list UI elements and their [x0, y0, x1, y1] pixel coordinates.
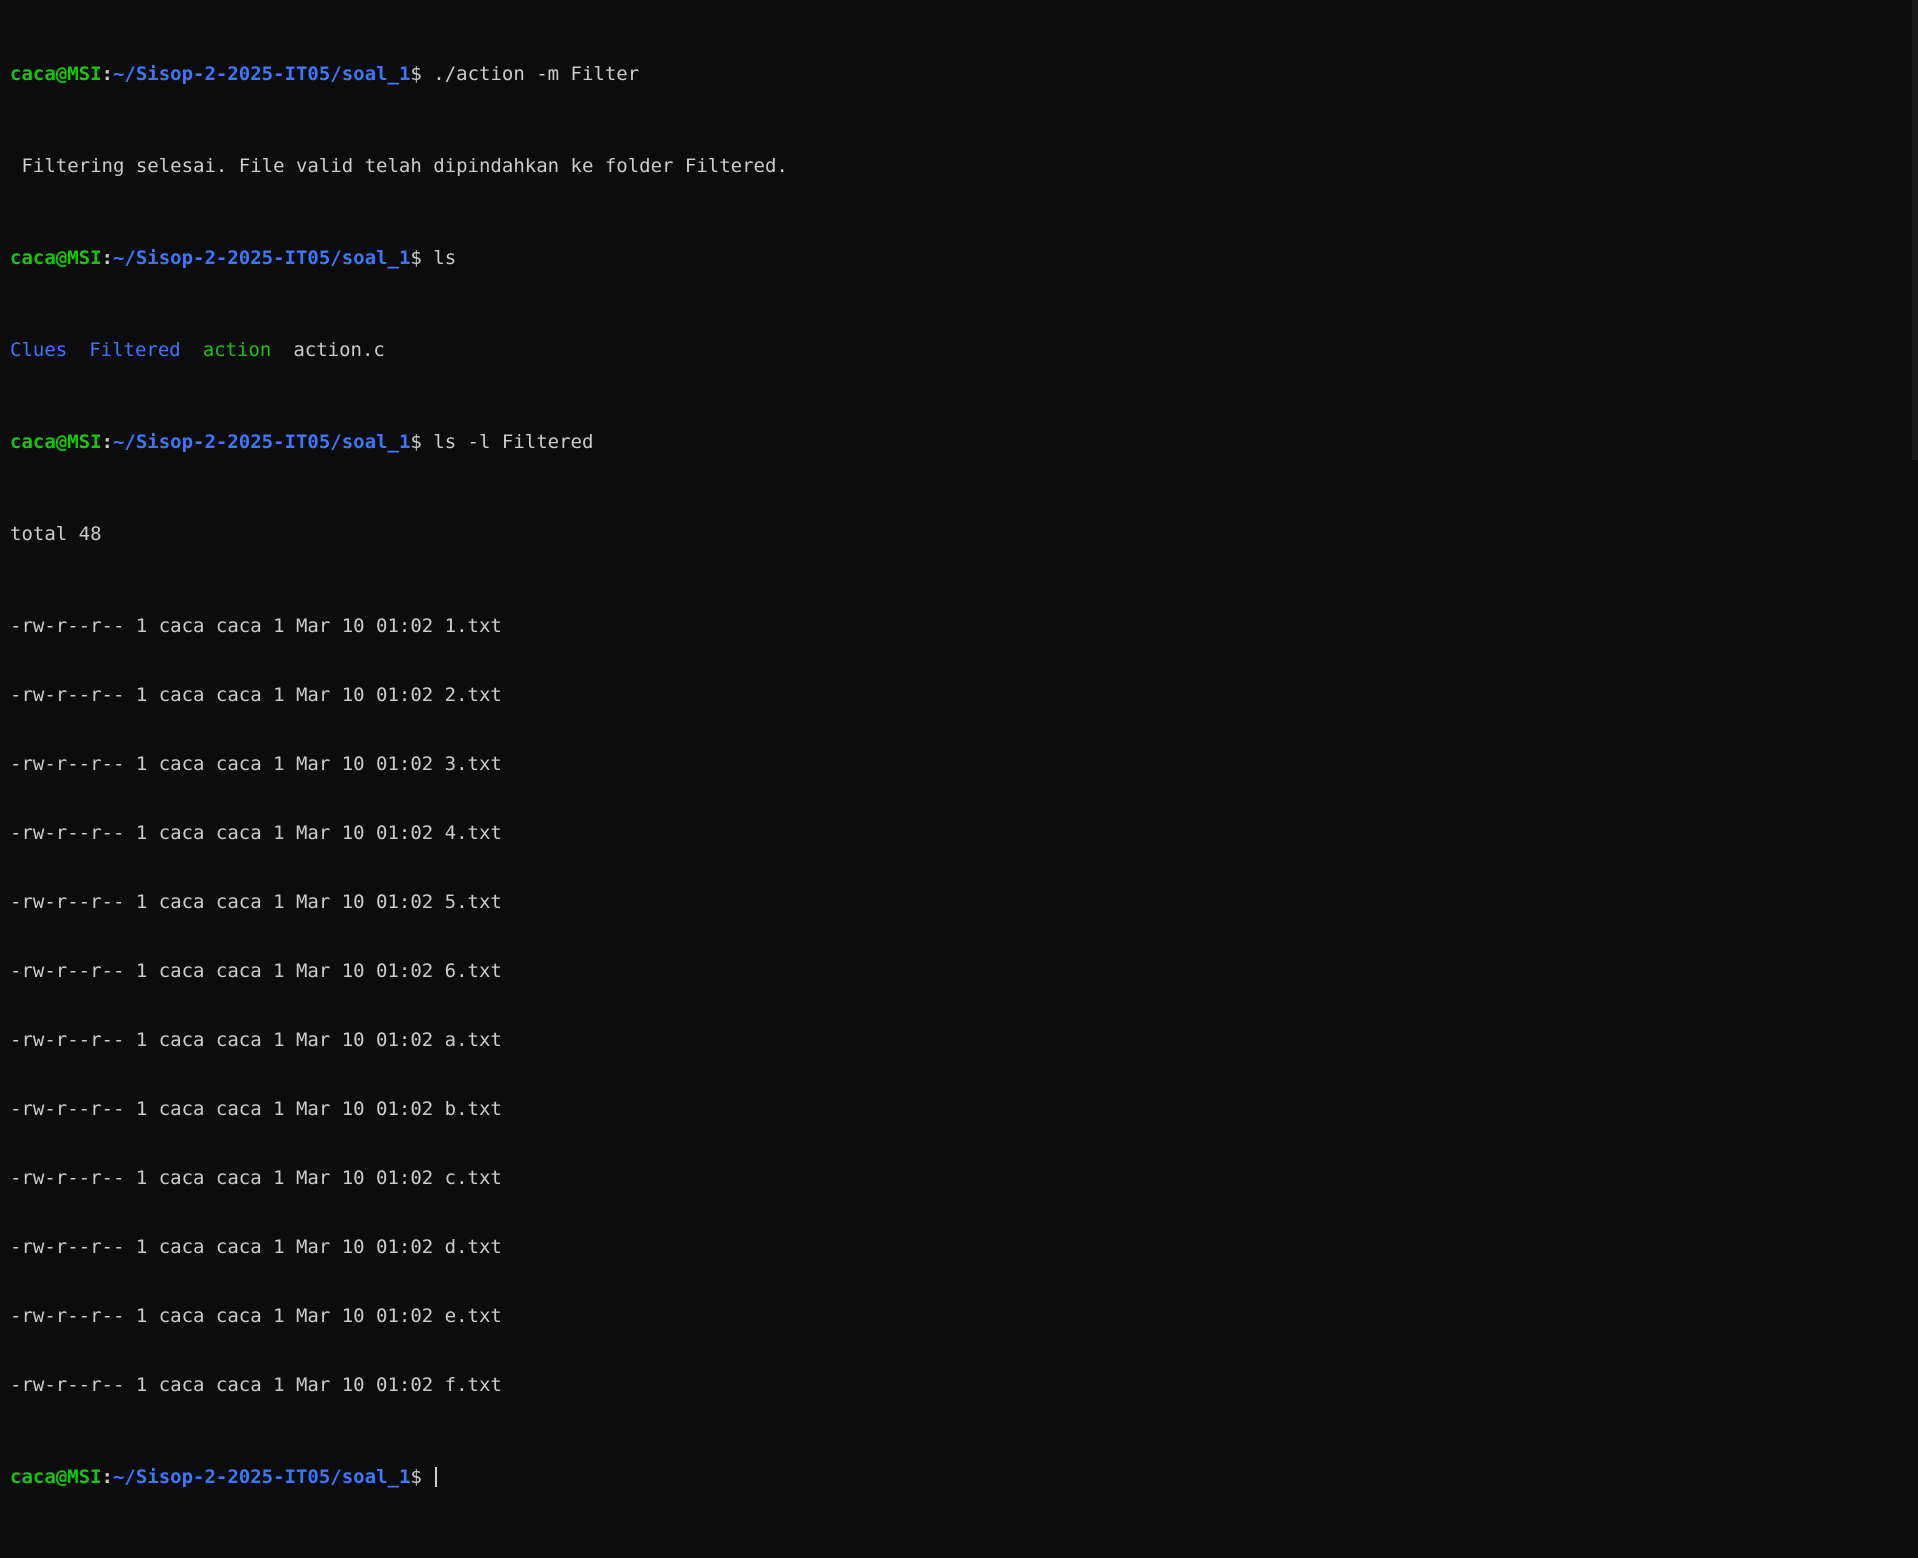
listing-row: -rw-r--r-- 1 caca caca 1 Mar 10 01:02 d.txt [10, 1236, 502, 1258]
prompt-separator: : [101, 247, 113, 269]
prompt-path: ~/Sisop-2-2025-IT05/soal_1 [112, 247, 411, 269]
prompt-line [10, 63, 1918, 86]
listing-row: -rw-r--r-- 1 caca caca 1 Mar 10 01:02 1.txt [10, 615, 502, 637]
listing-row: -rw-r--r-- 1 caca caca 1 Mar 10 01:02 e.txt [10, 1305, 502, 1327]
prompt-separator: : [101, 1466, 113, 1488]
prompt-user: caca@MSI [10, 63, 102, 85]
ls-entry-directory: Filtered [89, 339, 181, 361]
listing-row: -rw-r--r-- 1 caca caca 1 Mar 10 01:02 5.txt [10, 891, 502, 913]
listing-total: total 48 [10, 523, 102, 545]
prompt-line [10, 431, 1918, 454]
command-text: ./action -m Filter [433, 63, 640, 85]
prompt-symbol: $ [410, 1466, 434, 1488]
listing-row: -rw-r--r-- 1 caca caca 1 Mar 10 01:02 a.txt [10, 1029, 502, 1051]
prompt-user: caca@MSI [10, 431, 102, 453]
prompt-line [10, 247, 1918, 270]
prompt-symbol: $ [410, 431, 434, 453]
ls-entry-directory: Clues [10, 339, 68, 361]
prompt-user: caca@MSI [10, 1466, 102, 1488]
prompt-symbol: $ [410, 247, 434, 269]
ls-output-line [10, 339, 1918, 362]
scrollbar[interactable] [1912, 0, 1918, 460]
prompt-symbol: $ [410, 63, 434, 85]
ls-entry-file: action.c [293, 339, 385, 361]
listing-row: -rw-r--r-- 1 caca caca 1 Mar 10 01:02 2.txt [10, 684, 502, 706]
prompt-path: ~/Sisop-2-2025-IT05/soal_1 [112, 1466, 411, 1488]
listing-row: -rw-r--r-- 1 caca caca 1 Mar 10 01:02 f.txt [10, 1374, 502, 1396]
listing-row: -rw-r--r-- 1 caca caca 1 Mar 10 01:02 4.txt [10, 822, 502, 844]
prompt-separator: : [101, 431, 113, 453]
prompt-user: caca@MSI [10, 247, 102, 269]
command-text: ls [433, 247, 457, 269]
listing-row: -rw-r--r-- 1 caca caca 1 Mar 10 01:02 3.txt [10, 753, 502, 775]
prompt-path: ~/Sisop-2-2025-IT05/soal_1 [112, 63, 411, 85]
listing-row: -rw-r--r-- 1 caca caca 1 Mar 10 01:02 b.txt [10, 1098, 502, 1120]
listing-row: -rw-r--r-- 1 caca caca 1 Mar 10 01:02 6.txt [10, 960, 502, 982]
text-cursor [435, 1467, 437, 1487]
listing-row: -rw-r--r-- 1 caca caca 1 Mar 10 01:02 c.txt [10, 1167, 502, 1189]
prompt-path: ~/Sisop-2-2025-IT05/soal_1 [112, 431, 411, 453]
ls-entry-executable: action [202, 339, 272, 361]
prompt-separator: : [101, 63, 113, 85]
command-text: ls -l Filtered [433, 431, 594, 453]
active-prompt-line[interactable] [10, 1466, 1918, 1489]
output-line: Filtering selesai. File valid telah dipindahkan ke folder Filtered. [10, 155, 788, 177]
